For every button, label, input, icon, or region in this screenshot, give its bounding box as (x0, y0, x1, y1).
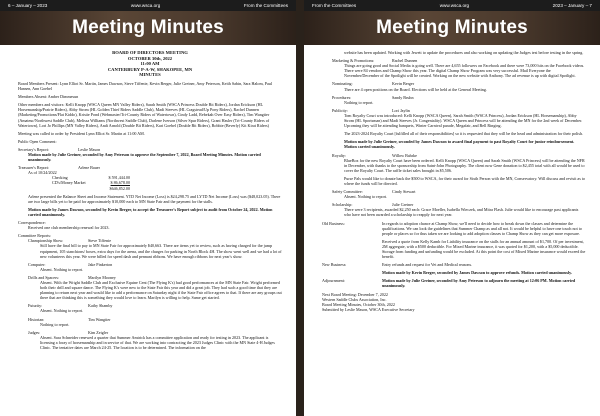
left-header (0, 0, 296, 11)
computer-label: Computer: (28, 261, 46, 267)
old-business-text (382, 221, 586, 263)
account-row (18, 186, 282, 191)
correspondence-text: Received one club membership renewal for 2023. (28, 225, 110, 231)
right-page (304, 0, 600, 416)
drills-name: Marilyn Mooney (88, 274, 116, 280)
adjournment-motion: Motion made by Julie Greiner, seconded by Amy Peterson to adjourn the meeting at 12:06 PM. Motion carried unanimously. (382, 278, 576, 289)
minutes-footer (322, 292, 586, 312)
left-section: From the Committees (243, 3, 288, 8)
royalty-report (322, 153, 586, 158)
royalty-text: Purse Pals would like to donate back the $500 to WSCA, for their award for Sixth Person with the MN, Conservatory. Will discuss and revisit as to where the funds will be directed. (344, 175, 586, 186)
new-business (322, 262, 586, 278)
right-banner-title: Meeting Minutes (376, 17, 528, 38)
call-to-order: Meeting was called to order by President Lynn Elliot Sr. Martin at 11:00 AM. (18, 130, 145, 136)
old-business-para: Received a quote from Kelly Kamb for Liability insurance on the stalls for an annual amount of $1,700. Of per investment, 2M aggregate, with a $500 deductible. For Mixed Marine insurance, it was quoted for $1,200, with a $5,000 deductible. Storage from funding and unfunding would be excluded. At this point the cost of Mixed Marine insurance would exceed the benefit. (382, 238, 586, 260)
old-business-label: Old Business: (322, 220, 345, 226)
new-business-text (382, 262, 586, 278)
royalty-name: Willow Bahrke (392, 152, 417, 158)
footer-line: Next Board Meeting: December 7, 2022 (322, 291, 388, 297)
left-site: www.wsca.org (130, 3, 161, 8)
account-total: $646,852.00 (109, 185, 130, 191)
treasurer-note: Arlene presented the Balance Sheet and Income Statement. YTD Net Income (Loss) is $24,298.75 and LYTD Net Income (Loss) was ($48,023.05). There are two large bills yet to be paid for approximately $10,000 each to MN State Fair and the payment for the stalls. (28, 193, 281, 204)
nominating-name: Kevin Berger (392, 81, 415, 87)
minutes-heading (18, 50, 282, 78)
scholarship-name: Julie Greiner (392, 202, 414, 208)
treasurer-motion: Motion made by James Dawson, seconded by Kevin Berger, to accept the Treasurer's Report subject to audit from October 24, 2022. Motion carried unanimously. (28, 206, 273, 217)
footer-line: Submitted by Leslie Mason, WSCA Executive Secretary (322, 306, 415, 312)
judges-name: Kim Zeigler (88, 329, 109, 335)
futurity-text: Absent. Nothing to report. (40, 308, 84, 314)
safety-label: Safety Committee: (332, 189, 363, 195)
new-business-label: New Business: (322, 262, 347, 268)
royalty-label: Royalty: (332, 152, 347, 158)
procedures-report (322, 95, 586, 100)
treasurer-name: Arlene Bauer (78, 165, 100, 171)
procedures-text: Nothing to report. (344, 99, 374, 105)
old-business-para: In regards to adoption chance at Champ Show, we'll need to decide how to break down the classes and determine the qualifications. We can look the guidelines that Summer Champ as and all not. It would be helpful to have one touch not to people or places so for thus taken we are looking to add adoption classes to Champ Show as they can get more exposure. (382, 220, 582, 236)
procedures-name: Sandy Bruhn (392, 94, 414, 100)
adjournment-label: Adjournment: (322, 278, 345, 284)
royalty-text: BlueBox for the new Royalty Court have been ordered. Kelli Knopp (WSCA Queen) and Sarah Smith (WSCA Princess) will be attending the NFR in December, with thanks to the sponsorship from Saint-John Photography. The client now Gene donation to $2,455 total with all would be used to cover the Royalty Court. The raffle ticket sales brought in $5,506. (344, 157, 585, 173)
members-present: Board Members Present: Lynn Elliot Sr. Martin, James Dawson, Steve Tiffenie, Kevin Berger, Julie Greiner, Amy Peterson, Keith Sabin, Sara Halom, Paul Hansen, Ann Goebel (18, 80, 272, 92)
safety-name: Cindy Stewart (392, 189, 416, 195)
secretary-motion: Motion made by Julie Greiner, seconded by Amy Peterson to approve the September 7, 2022, Board Meeting Minutes. Motion carried unanimously. (28, 152, 261, 163)
publicity-text: Tom Royalty Court was introduced: Kelli Knopp (WSCA Queen), Sarah Smith (WSCA Princess), Jordan Erickson (HL Horsemanship), Abby Strom (HL Sportsman) and Madi Steeves (Jr. Congeniality). WSCA Queen and Princess will be attending the MN for the 2nd week of December. Upcoming they will be attending banquets, Winter Carnival parade, Megafair, and Bell Ringing. (344, 112, 583, 129)
correspondence-label: Correspondence: (18, 220, 46, 226)
heading-line: CANTERBURY P-A-W, SHAKOPEE, MN (107, 66, 193, 72)
safety-text: Absent. Nothing to report. (344, 194, 388, 200)
publicity-motion: Motion made by Julie Greiner, seconded by James Dawson to award final payment to past Royalty Court for junior reimbursement. Motion carried unanimously. (344, 139, 575, 150)
adjournment (322, 278, 586, 288)
heading-line: 11:00 AM (140, 61, 160, 67)
nominating-text: There are 4 open positions on the Board. Elections will be held at the General Meeting. (344, 86, 487, 92)
historian-name: Tim Wangtier (88, 316, 111, 322)
heading-line: OCTOBER 30th, 2022 (127, 55, 173, 61)
page-gutter (296, 0, 304, 416)
website-note: website has been updated. Working with Jewett to update the procedures and also working on updating the Judges test before testing in the spring. (344, 50, 584, 55)
futurity-label: Futurity: (28, 303, 43, 309)
footer-line: Board Meeting Minutes, October 30th, 2022 (322, 301, 395, 307)
secretary-label: Secretary's Report: (18, 146, 50, 152)
left-page (0, 0, 296, 416)
championship-label: Championship Show: (28, 238, 64, 244)
publicity-label: Publicity: (332, 107, 348, 113)
historian-report (18, 317, 282, 322)
scholarship-text: There were 3 recipients, awarded $2,250 each: Grace Moeller, Isabella Wieczek, and Mitra Flash. Julie would like to encourage past applicants who have not been awarded a scholarship to reapply for next year. (344, 207, 579, 218)
heading-line: BOARD OF DIRECTORS MEETING (112, 50, 188, 55)
account-name: CD's/Money Market (52, 180, 86, 186)
scholarship-label: Scholarship: (332, 202, 353, 208)
right-site: www.wsca.org (439, 3, 470, 8)
futurity-name: Kathy Shamby (88, 303, 113, 309)
members-absent: Members Absent: Amber Dimmesun (18, 94, 79, 100)
other-members: Other members and visitors: Kelli Knopp (WSCA Queen MN Valley Riders), Sarah Smith (WSCA Princess Double Bit Riders), Jordan Erickson (HL Horsemanship/Prairie Riders), Abby Strom (HL Golden Thief Riders Saddle Club), Madi Steeves (HL Cragstead/Up Pony Riders), Rachel Dunnen (Marketing/Promotions/Flat Kiddo), Kristie Pond (Webmaster/Tri-County Riders of Watertown), Cindy Ladd, Rebekah Over Easy Riders), Tim Wangtier (Amateur/Northwest Saddle Club), Melissa Williams (Northwest Saddle Club), Darlene Iverson (Silver Spur Riders), Grant Hasler (Tri-County Riders of Watertown), Lori Jo Phillips (MN Valley Riders), Andi Arnold (Double Bit Riders), Kari Goebel (Double Bit Riders), Bobbie (Beverly) Kit Kirat Riders) (18, 102, 270, 128)
account-value: $ 591,444.00 (108, 175, 130, 181)
championship-name: Steve Tiffenie (88, 238, 112, 244)
account-value: $ 86,678.00 (110, 180, 130, 186)
right-content (304, 45, 600, 312)
new-business-para: Entry refunds and request for Vet and Medical reasons. (382, 262, 473, 268)
treasurer-label: Treasurer's Report: (18, 165, 50, 171)
procedures-label: Procedures: (332, 94, 352, 100)
account-name (52, 186, 100, 191)
historian-text: Nothing to report. (40, 321, 70, 327)
left-page-number: 6 – January – 2023 (8, 3, 48, 8)
judges-label: Judges: (28, 329, 41, 335)
computer-name: Jake Pinkerton (88, 261, 113, 267)
secretary-name: Leslie Mason (78, 146, 101, 152)
drills-text: Absent. With the Wright Saddle Club and Exclusive Equine Cent (The Flying K's) had good performances at the MN State Fair. Wright performed both their drill and square dance. The Flying K's were new to the State Fair this year and did a great job. They had such a good time that they are planning to return next year and would like to add a performance on Saturday night if the State Fair office agrees to that. If there are any groups out there that are thinking this is something they would love to learn. Marilyn is willing to help. Same get started. (40, 279, 282, 301)
public-comment: Public Open Comment: (18, 138, 57, 144)
account-name: Checking (52, 175, 68, 181)
marketing-text: Things are going good and Social Media is going well. There are 4,655 followers on Facebook and there were 73,000 hits on the Facebook videos. There were 84 vendors and Champ Show this year. The digital Champ Show Program was very successful. Mail Everyone the November/December of the Spotlight will be created. Working on the new website with Anthony. The ad revenue is up with digital Spotlight. (344, 63, 585, 79)
right-section: From the Committees (312, 3, 357, 8)
marketing-label: Marketing & Promotions: (332, 58, 375, 64)
marketing-name: Rachel Dunnen (392, 58, 418, 64)
publicity-text: The 2023-2024 Royalty Court [fulfilled all of their responsibilities] so it is requested that they will be the head and administration for their polish. (344, 131, 583, 137)
publicity-name: Lori Jaylin (392, 107, 410, 113)
new-business-motion: Motion made by Kevin Berger, seconded by James Dawson to approve refunds. Motion carried unanimously. (382, 270, 572, 276)
right-page-number: 2023 – January – 7 (552, 3, 592, 8)
left-banner (0, 11, 296, 45)
nominating-label: Nominating: (332, 81, 353, 87)
historian-label: Historian: (28, 316, 45, 322)
old-business (322, 221, 586, 263)
committee-reports-label: Committee Reports: (18, 233, 52, 239)
right-header (304, 0, 600, 11)
left-content (0, 45, 296, 350)
computer-text: Absent. Nothing to report. (40, 266, 84, 272)
judges-text: Absent. Sara Schneider renewed a quarter that Summer Amtrick has a committee application and ready for testing in 2023. The applicant is licensing a foray of horsemanship and in service of that. We are working into contracting the 2023 Judges Clinic with the MN State 4-H Judges Clinic. The tentative dates are March 24-25. The location is to be determined. The information on the (40, 334, 275, 350)
treasurer-asof: As of 10/24/2022 (28, 170, 57, 176)
nominating-report (322, 81, 586, 86)
heading-line: MINUTES (139, 72, 161, 78)
footer-line: Western Saddle Clubs Association, Inc. (322, 296, 387, 302)
treasurer-report (18, 165, 282, 170)
right-banner (304, 11, 600, 45)
championship-text: Still have the final bill to pay to MN State Fair for approximately $40,663. There are items yet to review, such as having charged for the jump equipment, 105 stanchions/ boxes, extra days for the arena, and the charges for parking in North Block 4H. The show went well and we had a lot of new volunteers this year. We were billed for speed dash and pennant ribbons. We have enough ribbons for next year's show. (40, 243, 282, 259)
left-banner-title: Meeting Minutes (72, 17, 224, 38)
drills-label: Drills and Spacers: (28, 274, 60, 280)
